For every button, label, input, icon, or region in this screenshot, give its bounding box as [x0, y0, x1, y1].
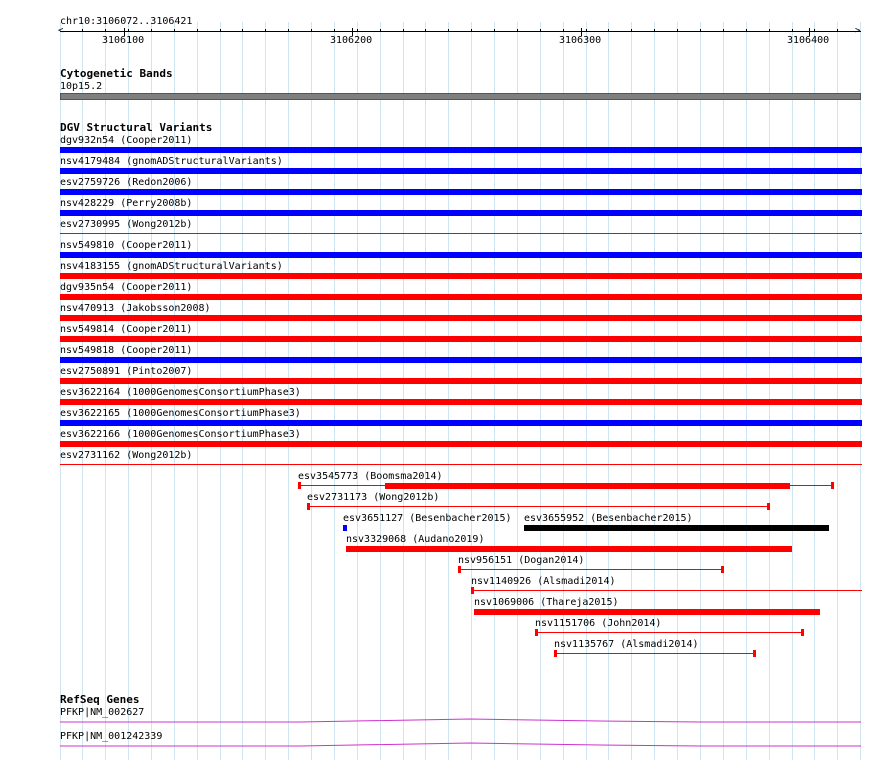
variant-label: nsv1069006 (Thareja2015)	[474, 597, 619, 608]
cytoband-track-title: Cytogenetic Bands	[60, 67, 173, 80]
variant-label: esv2759726 (Redon2006)	[60, 177, 193, 188]
variant-label: esv3651127 (Besenbacher2015)	[343, 513, 512, 524]
variant-label: esv2731162 (Wong2012b)	[60, 450, 193, 461]
variant-label: esv2731173 (Wong2012b)	[307, 492, 440, 503]
variant-label: nsv470913 (Jakobsson2008)	[60, 303, 211, 314]
transcript-label: PFKP|NM_001242339	[60, 731, 163, 742]
ruler-arrow-left-icon: <	[58, 26, 64, 36]
variant-label: esv2750891 (Pinto2007)	[60, 366, 193, 377]
variant-label: nsv1135767 (Alsmadi2014)	[554, 639, 699, 650]
variant-label: nsv1151706 (John2014)	[535, 618, 662, 629]
variant-label: dgv932n54 (Cooper2011)	[60, 135, 193, 146]
dgv-track-title: DGV Structural Variants	[60, 121, 213, 134]
variant-label: esv3622165 (1000GenomesConsortiumPhase3)	[60, 408, 301, 419]
variant-label: nsv428229 (Perry2008b)	[60, 198, 193, 209]
variant-label: nsv549818 (Cooper2011)	[60, 345, 193, 356]
variant-label: esv3545773 (Boomsma2014)	[298, 471, 443, 482]
transcript-line[interactable]	[60, 719, 861, 722]
ruler-tick-label: 3106300	[559, 35, 602, 46]
variant-label: nsv1140926 (Alsmadi2014)	[471, 576, 616, 587]
variant-label: esv3622164 (1000GenomesConsortiumPhase3)	[60, 387, 301, 398]
region-label: chr10:3106072..3106421	[60, 16, 193, 27]
variant-label: nsv4179484 (gnomADStructuralVariants)	[60, 156, 283, 167]
variant-label: nsv549814 (Cooper2011)	[60, 324, 193, 335]
variant-label: nsv3329068 (Audano2019)	[346, 534, 485, 545]
ruler-tick-label: 3106200	[330, 35, 373, 46]
refseq-track-title: RefSeq Genes	[60, 693, 140, 706]
transcript-line[interactable]	[60, 743, 861, 746]
variant-label: dgv935n54 (Cooper2011)	[60, 282, 193, 293]
variant-label: esv3655952 (Besenbacher2015)	[524, 513, 693, 524]
variant-label: nsv4183155 (gnomADStructuralVariants)	[60, 261, 283, 272]
variant-label: nsv549810 (Cooper2011)	[60, 240, 193, 251]
variant-label: esv3622166 (1000GenomesConsortiumPhase3)	[60, 429, 301, 440]
ruler-tick-label: 3106100	[102, 35, 145, 46]
variant-label: esv2730995 (Wong2012b)	[60, 219, 193, 230]
ruler-arrow-right-icon: >	[855, 26, 861, 36]
ruler-tick-label: 3106400	[787, 35, 830, 46]
cytoband-label: 10p15.2	[60, 81, 103, 92]
variant-label: nsv956151 (Dogan2014)	[458, 555, 585, 566]
transcript-label: PFKP|NM_002627	[60, 707, 145, 718]
